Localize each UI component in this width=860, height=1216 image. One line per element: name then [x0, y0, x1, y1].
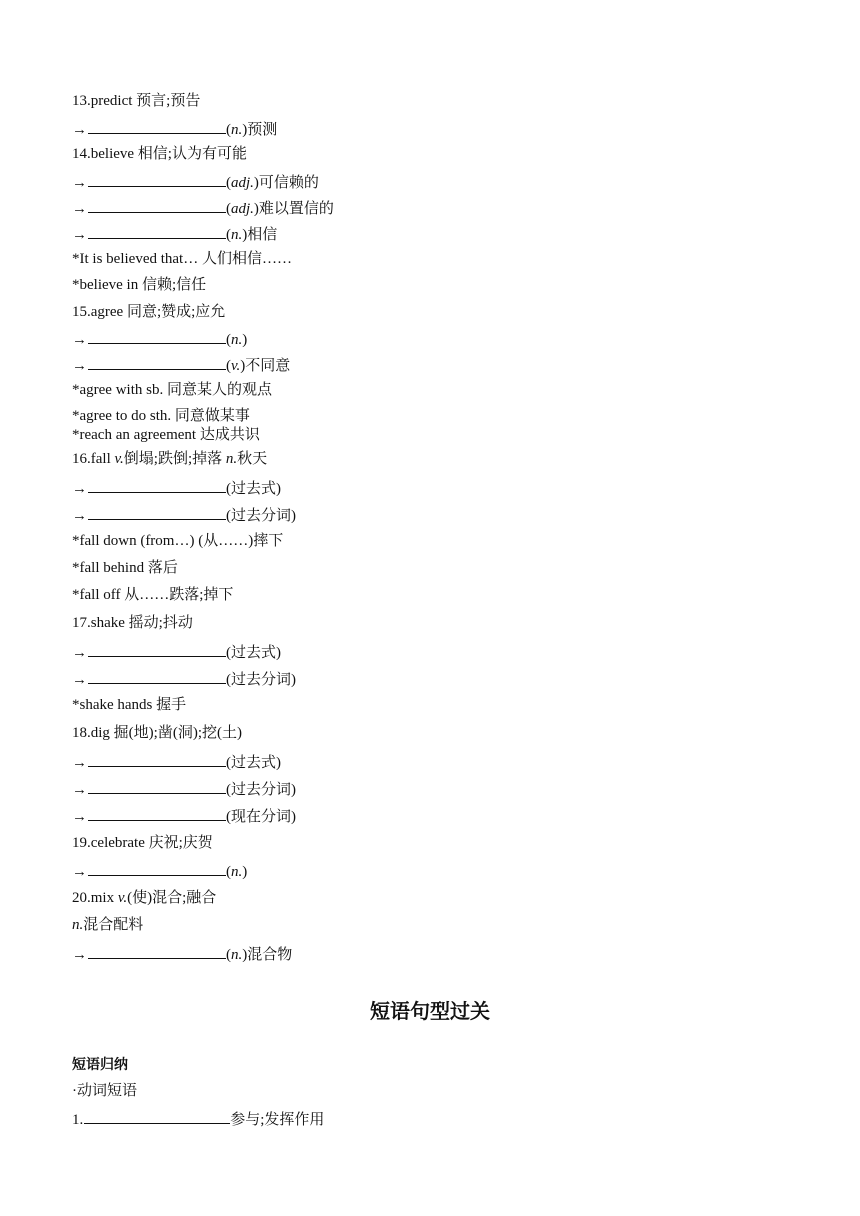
form-hint: (过去分词): [226, 782, 296, 798]
part-of-speech: adj.: [231, 175, 254, 191]
doc-line: [72, 92, 200, 110]
doc-line: → (n.): [72, 329, 247, 349]
doc-line: [72, 407, 250, 425]
doc-line: [72, 916, 143, 934]
answer-blank[interactable]: [88, 478, 226, 493]
arrow-icon: →: [72, 481, 87, 497]
arrow-icon: →: [72, 755, 87, 771]
arrow-icon: →: [72, 175, 87, 191]
phrase-entry: *shake hands 握手: [72, 697, 187, 713]
doc-line: [72, 145, 247, 163]
arrow-icon: →: [72, 782, 87, 798]
arrow-icon: →: [72, 672, 87, 688]
doc-line: [72, 276, 206, 294]
answer-blank[interactable]: [88, 944, 226, 959]
form-hint: (过去分词): [226, 508, 296, 524]
doc-line: [72, 250, 292, 268]
doc-line: [72, 532, 283, 550]
word-entry: 20.mix: [72, 890, 118, 906]
answer-blank[interactable]: [88, 779, 226, 794]
word-entry: 17.shake 摇动;抖动: [72, 615, 193, 631]
form-hint: (过去式): [226, 481, 281, 497]
word-entry: 13.predict 预言;预告: [72, 93, 201, 109]
arrow-icon: →: [72, 332, 87, 348]
answer-blank[interactable]: [88, 505, 226, 520]
doc-line: → (adj.)难以置信的: [72, 198, 334, 218]
doc-line: [72, 478, 281, 498]
doc-line: → (n.)预测: [72, 119, 277, 139]
form-hint: (过去式): [226, 755, 281, 771]
part-of-speech: n.: [231, 864, 243, 880]
doc-line: [72, 505, 296, 525]
doc-line: [72, 450, 267, 468]
arrow-icon: →: [72, 358, 87, 374]
word-entry: 15.agree 同意;赞成;应允: [72, 304, 226, 320]
answer-blank[interactable]: [88, 224, 226, 239]
meaning: 倒塌;跌倒;掉落: [123, 451, 226, 467]
form-hint: (过去分词): [226, 672, 296, 688]
subsection-title: 短语归纳: [72, 1057, 128, 1073]
doc-line: [72, 642, 281, 662]
phrase-entry: *It is believed that… 人们相信……: [72, 251, 292, 267]
part-of-speech: n.: [231, 947, 243, 963]
answer-blank[interactable]: [88, 752, 226, 767]
part-of-speech: n.: [231, 122, 243, 138]
doc-line: [72, 381, 272, 399]
word-entry: 18.dig 掘(地);凿(洞);挖(土): [72, 725, 242, 741]
answer-blank[interactable]: [88, 861, 226, 876]
part-of-speech: adj.: [231, 201, 254, 217]
doc-line: → (n.)混合物: [72, 944, 292, 964]
part-of-speech: v.: [117, 890, 128, 906]
meaning: 预测: [247, 122, 278, 138]
doc-line: [72, 696, 186, 714]
doc-line: [72, 779, 296, 799]
item-number: 1.: [72, 1112, 84, 1128]
meaning: 不同意: [245, 358, 291, 374]
part-of-speech: n.: [225, 451, 238, 467]
phrase-entry: *fall behind 落后: [72, 560, 178, 576]
word-entry: 19.celebrate 庆祝;庆贺: [72, 835, 213, 851]
doc-line: → (v.)不同意: [72, 355, 290, 375]
doc-line: [72, 806, 296, 826]
meaning: 参与;发挥作用: [230, 1112, 325, 1128]
arrow-icon: →: [72, 201, 87, 217]
doc-line: [72, 834, 213, 852]
arrow-icon: →: [72, 947, 87, 963]
part-of-speech: n.: [231, 332, 243, 348]
phrase-entry: *fall off 从……跌落;掉下: [72, 587, 234, 603]
meaning: (使)混合;融合: [127, 890, 217, 906]
doc-line: [72, 559, 178, 577]
phrase-item: [72, 1109, 324, 1129]
doc-line: [72, 669, 296, 689]
arrow-icon: →: [72, 864, 87, 880]
doc-line: [72, 303, 225, 321]
answer-blank[interactable]: [88, 355, 226, 370]
part-of-speech: n.: [231, 227, 243, 243]
doc-line: → (n.): [72, 861, 247, 881]
phrase-entry: *believe in 信赖;信任: [72, 277, 207, 293]
doc-line: [72, 724, 242, 742]
phrase-entry: *reach an agreement 达成共识: [72, 427, 260, 443]
arrow-icon: →: [72, 645, 87, 661]
meaning: 难以置信的: [258, 201, 334, 217]
answer-blank[interactable]: [88, 329, 226, 344]
phrase-entry: *agree to do sth. 同意做某事: [72, 408, 250, 424]
part-of-speech: v.: [231, 358, 241, 374]
category-label: ·动词短语: [72, 1083, 137, 1099]
answer-blank[interactable]: [84, 1109, 230, 1124]
arrow-icon: →: [72, 508, 87, 524]
meaning: 秋天: [237, 451, 268, 467]
answer-blank[interactable]: [88, 198, 226, 213]
phrase-entry: *fall down (from…) (从……)摔下: [72, 533, 284, 549]
meaning: 混合配料: [83, 917, 144, 933]
form-hint: (现在分词): [226, 809, 296, 825]
section-title: 短语句型过关: [370, 999, 490, 1023]
answer-blank[interactable]: [88, 642, 226, 657]
answer-blank[interactable]: [88, 172, 226, 187]
arrow-icon: →: [72, 227, 87, 243]
answer-blank[interactable]: [88, 669, 226, 684]
meaning: 可信赖的: [258, 175, 319, 191]
answer-blank[interactable]: [88, 119, 226, 134]
answer-blank[interactable]: [88, 806, 226, 821]
arrow-icon: →: [72, 809, 87, 825]
phrase-entry: *agree with sb. 同意某人的观点: [72, 382, 272, 398]
part-of-speech: v.: [114, 451, 124, 467]
doc-line: [72, 614, 193, 632]
doc-line: [72, 752, 281, 772]
meaning: 混合物: [247, 947, 293, 963]
doc-line: [72, 426, 260, 444]
word-entry: 16.fall: [72, 451, 115, 467]
doc-line: → (adj.)可信赖的: [72, 172, 319, 192]
part-of-speech: n.: [72, 917, 84, 933]
doc-line: [72, 889, 216, 907]
arrow-icon: →: [72, 122, 87, 138]
word-entry: 14.believe 相信;认为有可能: [72, 146, 247, 162]
meaning: 相信: [247, 227, 278, 243]
doc-line: → (n.)相信: [72, 224, 277, 244]
doc-line: [72, 586, 233, 604]
form-hint: (过去式): [226, 645, 281, 661]
